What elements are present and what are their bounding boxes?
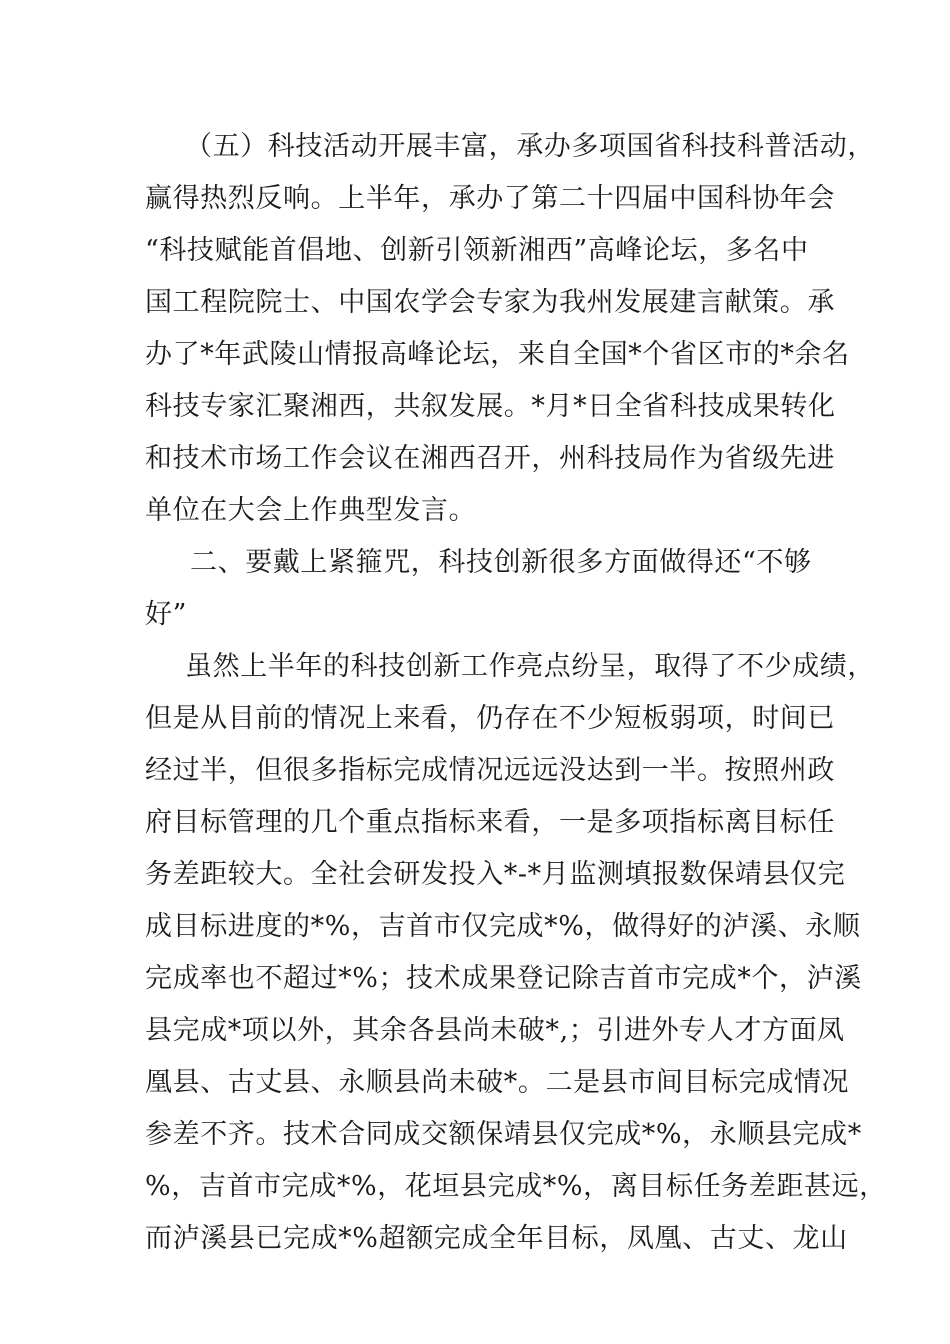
body-paragraph-line-9: 凰县、古丈县、永顺县尚未破*。二是县市间目标完成情况 [145, 1067, 850, 1098]
body-paragraph-line-7: 完成率也不超过*%；技术成果登记除吉首市完成*个，泸溪 [145, 963, 862, 994]
body-paragraph-line-10: 参差不齐。技术合同成交额保靖县仅完成*%，永顺县完成* [145, 1119, 862, 1150]
body-paragraph-line-2: 但是从目前的情况上来看，仍存在不少短板弱项，时间已 [145, 703, 835, 734]
paragraph-5-line-6: 科技专家汇聚湘西，共叙发展。*月*日全省科技成果转化 [145, 391, 836, 422]
paragraph-5-line-8: 单位在大会上作典型发言。 [145, 495, 477, 526]
body-paragraph-line-8: 县完成*项以外，其余各县尚未破*,；引进外专人才方面凤 [145, 1015, 845, 1046]
body-paragraph-line-1: 虽然上半年的科技创新工作亮点纷呈，取得了不少成绩， [185, 651, 875, 682]
body-paragraph-line-3: 经过半，但很多指标完成情况远远没达到一半。按照州政 [145, 755, 835, 786]
paragraph-5-line-4: 国工程院院士、中国农学会专家为我州发展建言献策。承 [145, 287, 835, 318]
body-paragraph-line-5: 务差距较大。全社会研发投入*-*月监测填报数保靖县仅完 [145, 859, 846, 890]
paragraph-5-line-5: 办了*年武陵山情报高峰论坛，来自全国*个省区市的*余名 [145, 339, 850, 370]
paragraph-5-line-1: （五）科技活动开展丰富，承办多项国省科技科普活动， [185, 131, 875, 162]
body-paragraph-line-4: 府目标管理的几个重点指标来看，一是多项指标离目标任 [145, 807, 835, 838]
body-paragraph-line-12: 而泸溪县已完成*%超额完成全年目标，凤凰、古丈、龙山 [145, 1223, 848, 1254]
paragraph-5-line-3: “科技赋能首倡地、创新引领新湘西”高峰论坛，多名中 [145, 235, 809, 266]
section-heading-line-2: 好” [145, 599, 188, 630]
body-paragraph-line-6: 成目标进度的*%，吉首市仅完成*%，做得好的泸溪、永顺 [145, 911, 861, 942]
section-heading-line-1: 二、要戴上紧箍咒，科技创新很多方面做得还“不够 [190, 547, 812, 578]
paragraph-5-line-2: 赢得热烈反响。上半年，承办了第二十四届中国科协年会 [145, 183, 835, 214]
paragraph-5-line-7: 和技术市场工作会议在湘西召开，州科技局作为省级先进 [145, 443, 835, 474]
body-paragraph-line-11: %，吉首市完成*%，花垣县完成*%，离目标任务差距甚远， [145, 1171, 887, 1202]
